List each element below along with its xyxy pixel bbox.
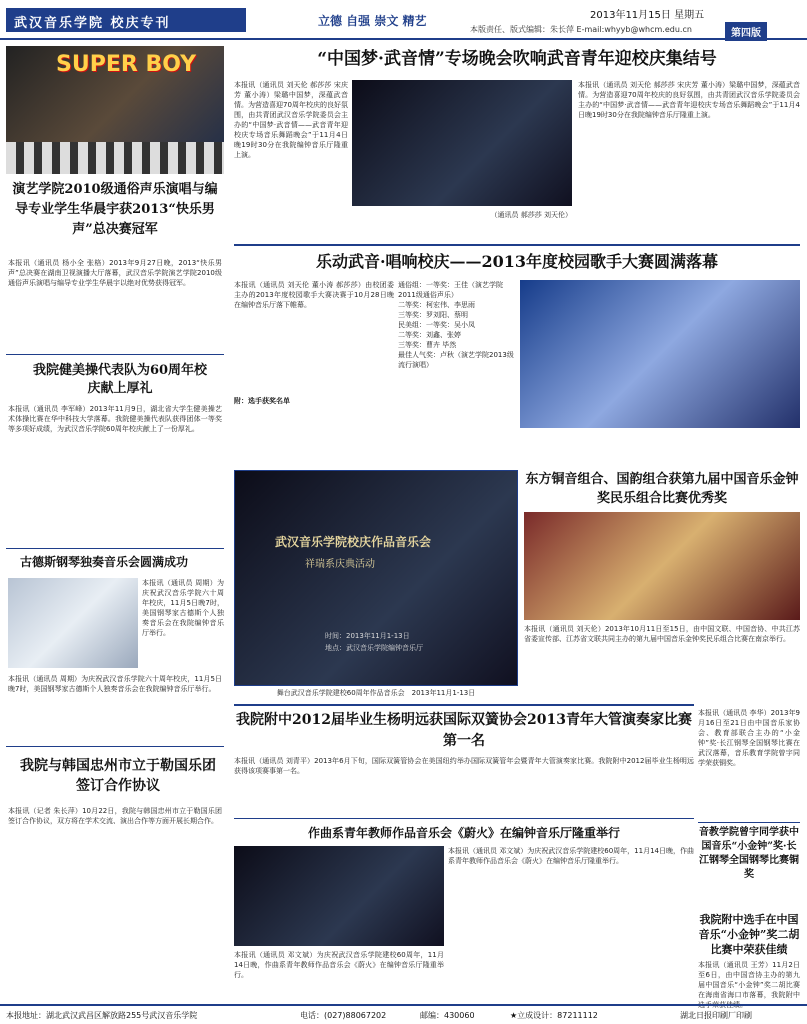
- footer-printer: 湖北日报印刷厂印刷: [680, 1011, 752, 1020]
- motto: 立德 自强 崇文 精艺: [318, 14, 427, 28]
- concert-poster: [234, 470, 518, 686]
- contest-headline: 乐动武音·唱响校庆——2013年度校园歌手大赛圆满落幕: [315, 252, 719, 271]
- orchestra-headline: 东方铜音组合、国韵组合获第九届中国音乐金钟奖民乐组合比赛优秀奖: [525, 472, 799, 506]
- result-line: 三等奖：罗刘阳、蔡明: [398, 311, 468, 319]
- orchestra-photo: [524, 512, 800, 620]
- page-footer: [0, 1004, 807, 1024]
- piano-body: 本报讯（通讯员 周期）为庆祝武汉音乐学院六十周年校庆，11月5日晚7时，美国钢琴家古德斯个人独奏音乐会在我院编钟音乐厅举行。: [8, 675, 222, 693]
- footer-postcode: 邮编：430060: [420, 1011, 475, 1020]
- aerobics-body: 本报讯（通讯员 李军峰）2013年11月9日，湖北省大学生健美操艺术体操比赛在华中科技大学落幕。我院健美操代表队获得团体一等奖等多项好成绩，为武汉音乐学院60周年校庆献上了一份厚礼。: [8, 405, 222, 433]
- bassoon-body: 本报讯（通讯员 刘青平）2013年6月下旬，国际双簧管协会在美国纽约举办国际双簧管年会暨青年大管演奏家比赛。我院附中2012届毕业生杨明远获得该项赛事第一名。: [234, 757, 694, 775]
- gala-photo: [352, 80, 572, 206]
- result-line: 二等奖：刘鑫、张婷: [398, 331, 461, 339]
- xiaojinzhong-headline: 音教学院曾宇同学获中国音乐“小金钟”奖·长江钢琴全国钢琴比赛铜奖: [699, 827, 799, 880]
- page-header: [0, 0, 807, 40]
- poster-title: 武汉音乐学院校庆作品音乐会: [275, 535, 432, 549]
- gala-byline: （通讯员 郝莎莎 刘天伦）: [490, 211, 572, 219]
- poster-place: 地点：武汉音乐学院编钟音乐厅: [325, 644, 423, 652]
- contest-results-title: 附：选手获奖名单: [234, 397, 290, 405]
- result-line: 二等奖：柯宏伟、李思雨: [398, 301, 475, 309]
- result-line: 通俗组：一等奖：王佳（演艺学院2011级通俗声乐）: [398, 281, 503, 299]
- divider: [6, 354, 224, 355]
- divider: [6, 746, 224, 747]
- aerobics-headline: 我院健美操代表队为60周年校庆献上厚礼: [32, 363, 208, 396]
- korea-body: 本报讯（记者 朱长萍）10月22日，我院与韩国忠州市立于勒国乐团签订合作协议，双方将在学术交流、演出合作等方面开展长期合作。: [8, 807, 222, 825]
- bassoon-headline: 我院附中2012届毕业生杨明远获国际双簧协会2013青年大管演奏家比赛第一名: [236, 712, 692, 749]
- contest-body: 本报讯（通讯员 刘天伦 董小涛 郝莎莎）由校团委主办的2013年度校园歌手大赛决赛于10月28日晚在编钟音乐厅落下帷幕。: [234, 281, 394, 309]
- gala-headline: “中国梦·武音情”专场晚会吹响武音青年迎校庆集结号: [317, 49, 717, 69]
- piano-photo: [8, 578, 138, 668]
- footer-design: ★立成设计：87211112: [510, 1011, 598, 1020]
- poster-caption: 舞台武汉音乐学院建校60周年作品音乐会 2013年11月1-13日: [276, 689, 476, 697]
- erhu-headline: 我院附中选手在中国音乐“小金钟”奖二胡比赛中荣获佳绩: [698, 913, 800, 956]
- issue-date: 2013年11月15日 星期五: [590, 10, 705, 21]
- piano-headline: 古德斯钢琴独奏音乐会圆满成功: [20, 555, 189, 569]
- singer-headline: 演艺学院2010级通俗声乐演唱与编导专业学生华晨宇获2013“快乐男声”总决赛冠军: [12, 182, 218, 237]
- divider: [234, 244, 800, 246]
- divider: [698, 822, 800, 823]
- poster-subtitle: 祥瑞系庆典活动: [305, 559, 375, 570]
- korea-headline: 我院与韩国忠州市立于勒国乐团签订合作协议: [20, 758, 216, 794]
- concert-body-2: 本报讯（通讯员 邓文斌）为庆祝武汉音乐学院建校60周年，11月14日晚，作曲系青年教师作品音乐会《蔚火》在编钟音乐厅隆重举行。: [234, 951, 444, 979]
- singer-body: 本报讯（通讯员 杨小全 张格）2013年9月27日晚，2013“快乐男声”总决赛在湖南卫视演播大厅落幕，武汉音乐学院演艺学院2010级通俗声乐演唱与编导专业学生华晨宇以绝对优势获得冠军。: [8, 259, 222, 287]
- gala-body: 本报讯（通讯员 刘天伦 郝莎莎 宋庆芳 董小涛）梁璐中国梦，深蕴武音情。为营造喜迎70周年校庆的良好氛围，由共青团武汉音乐学院委员会主办的“中国梦·武音情——武音青年迎校庆专场音乐舞蹈晚会”于11月4日晚19时30分在我院编钟音乐厅隆重上演。: [234, 81, 348, 159]
- stage-row: [6, 142, 224, 174]
- concert-body: 本报讯（通讯员 邓文斌）为庆祝武汉音乐学院建校60周年，11月14日晚，作曲系青年教师作品音乐会《蔚火》在编钟音乐厅隆重举行。: [448, 847, 694, 865]
- footer-phone: 电话：(027)88067202: [300, 1011, 387, 1020]
- concert-photo: [234, 846, 444, 946]
- composer-concert-headline: 作曲系青年教师作品音乐会《蔚火》在编钟音乐厅隆重举行: [307, 826, 620, 840]
- editor-line: 本版责任、版式编辑：朱长萍 E-mail:whyyb@whcm.edu.cn: [470, 25, 692, 34]
- page-number-badge: 第四版: [725, 22, 767, 41]
- orchestra-body: 本报讯（通讯员 刘天伦）2013年10月11日至15日，由中国文联、中国音协、中共江苏省委宣传部、江苏省文联共同主办的第九届中国音乐金钟奖民乐组合比赛在南京举行。: [524, 625, 800, 643]
- erhu-body: 本报讯（通讯员 王芳）11月2日至6日，由中国音协主办的第九届中国音乐“小金钟”奖二胡比赛在海南省海口市落幕，我院附中选手荣获佳绩。: [698, 961, 800, 1009]
- singer-photo: [6, 46, 224, 174]
- divider: [6, 548, 224, 549]
- piano-side-body: 本报讯（通讯员 周期）为庆祝武汉音乐学院六十周年校庆，11月5日晚7时，美国钢琴家古德斯个人独奏音乐会在我院编钟音乐厅举行。: [142, 579, 224, 637]
- xiaojinzhong-body: 本报讯（通讯员 李华）2013年9月16日至21日由中国音乐家协会、教育部联合主办的“小金钟”奖·长江钢琴全国钢琴比赛在武汉落幕，音乐教育学院曾宇同学荣获铜奖。: [698, 709, 800, 767]
- divider: [234, 818, 694, 819]
- contest-photo: [520, 280, 800, 428]
- footer-address: 本报地址：湖北武汉武昌区解放路255号武汉音乐学院: [6, 1011, 198, 1020]
- poster-time: 时间：2013年11月1-13日: [325, 632, 410, 640]
- photo-sign: SUPER BOY: [56, 52, 197, 77]
- contest-results: [398, 280, 516, 460]
- gala-body-2: 本报讯（通讯员 刘天伦 郝莎莎 宋庆芳 董小涛）梁璐中国梦，深蕴武音情。为营造喜迎70周年校庆的良好氛围，由共青团武汉音乐学院委员会主办的“中国梦·武音情——武音青年迎校庆专场音乐舞蹈晚会”于11月4日晚19时30分在我院编钟音乐厅隆重上演。: [578, 81, 800, 119]
- divider: [234, 704, 694, 706]
- masthead: 武汉音乐学院 校庆专刊: [6, 8, 246, 32]
- result-line: 最佳人气奖：卢秋（演艺学院2013级流行演唱）: [398, 351, 514, 369]
- result-line: 民美组：一等奖：吴小凤: [398, 321, 475, 329]
- result-line: 三等奖：曹卉 毕然: [398, 341, 457, 349]
